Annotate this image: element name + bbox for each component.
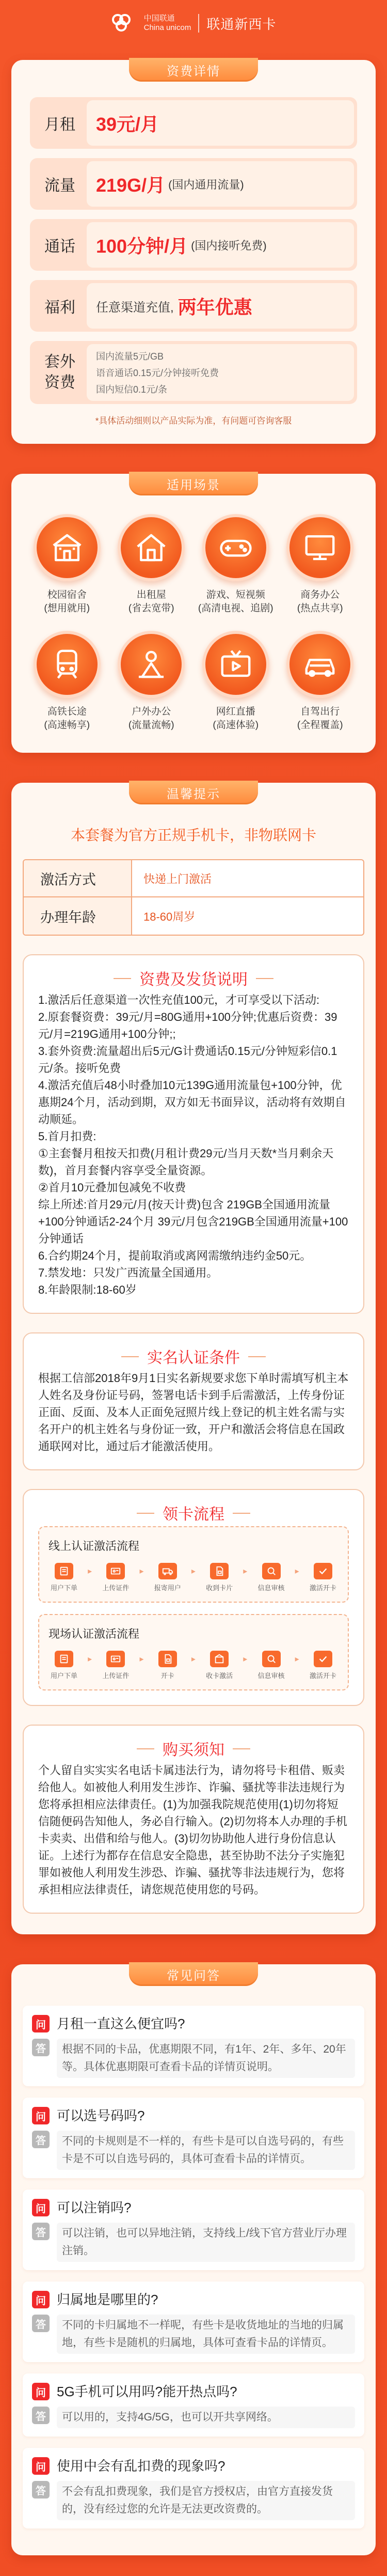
header (0, 0, 387, 46)
rule-item: ①主套餐月租按天扣费(月租计费29元/当月天数*当月剩余天数)，首月套餐内容享受全量资源。 (38, 1147, 334, 1177)
tips-headline: 本套餐为官方正规手机卡，非物联网卡 (70, 827, 316, 843)
review-icon (262, 1651, 281, 1667)
extra-fee-line: 国内流量5元/GB (96, 351, 164, 362)
arrow-icon: ▸ (295, 1655, 299, 1664)
faq-question: 使用中会有乱扣费的现象吗? (57, 2458, 225, 2474)
section-tag-scenes: 适用场景 (129, 472, 258, 495)
rules-list (38, 991, 349, 1298)
brand-en: China unicom (143, 23, 191, 32)
info-table (23, 859, 364, 936)
question-badge: 问 (32, 2107, 50, 2124)
tariff-row-benefit (30, 280, 357, 332)
extra-fee-line: 语音通话0.15元/分钟接听免费 (96, 368, 219, 378)
id-card-icon (106, 1651, 125, 1667)
scene-item: 校园宿舍 (想用就用) (25, 514, 109, 615)
faq-item (23, 2373, 364, 2437)
order-icon (55, 1563, 73, 1579)
faq-item (23, 2190, 364, 2270)
flow-step: 报寄用户 (152, 1563, 183, 1592)
faq-answer: 可以用的，支持4G/5G，也可以开共享网络。 (57, 2407, 355, 2428)
outdoor-icon (118, 631, 185, 698)
flow-step: 收卡激活 (204, 1651, 235, 1680)
tariff-row-label: 套外 资费 (44, 353, 75, 391)
faq-question: 可以选号码吗? (57, 2108, 145, 2123)
rule-item: 综上所述:首月29元/月(按天计费)包含 219GB全国通用流量+100分钟通话2-24个月 39元/月包含219GB全国通用流量+100分钟通话 (38, 1198, 348, 1245)
flow-onsite (38, 1614, 349, 1690)
page-title: 联通新西卡 (206, 16, 277, 32)
arrow-icon: ▸ (139, 1655, 144, 1664)
scene-item: 游戏、短视频 (高清电视、追剧) (194, 514, 278, 615)
flow-step: 上传证件 (100, 1651, 131, 1680)
table-value: 18-60周岁 (143, 910, 196, 923)
answer-badge: 答 (32, 2039, 50, 2056)
faq-answer: 根据不同的卡品，优惠期限不同，有1年、2年、多年、20年等。具体优惠期限可查看卡品的详情页说明。 (57, 2039, 355, 2078)
unicom-knot-icon (111, 13, 139, 34)
train-icon (34, 631, 101, 698)
faq-answer: 不会有乱扣费现象，我们是官方授权店，由官方直接发货的，没有经过您的允许是无法更改资费的。 (57, 2481, 355, 2520)
tariff-row-label: 流量 (44, 177, 75, 194)
faq-question: 月租一直这么便宜吗? (57, 2016, 185, 2031)
faq-item (23, 2006, 364, 2086)
table-value: 快递上门激活 (143, 872, 212, 886)
brand-text (144, 14, 191, 33)
scenes-card (11, 474, 376, 753)
faq-question: 5G手机可以用吗?能开热点吗? (57, 2384, 237, 2399)
question-badge: 问 (32, 2383, 50, 2400)
arrow-icon: ▸ (243, 1567, 248, 1576)
receive-card-icon (210, 1651, 229, 1667)
flow-step: 激活开卡 (308, 1651, 338, 1680)
delivery-icon (158, 1563, 177, 1579)
arrow-icon: ▸ (88, 1655, 92, 1664)
arrow-icon: ▸ (88, 1567, 92, 1576)
rule-item: 8.年龄限制:18-60岁 (38, 1283, 137, 1296)
rule-item: 1.激活后任意渠道一次性充值100元，才可享受以下活动: (38, 994, 320, 1006)
tv-icon (202, 631, 269, 698)
table-key: 激活方式 (24, 860, 132, 896)
table-key: 办理年龄 (24, 897, 132, 935)
faq-question: 可以注销吗? (57, 2200, 132, 2215)
rule-item: ②首月10元叠加包减免不收费 (38, 1181, 186, 1194)
arrow-icon: ▸ (139, 1567, 144, 1576)
tariff-row-label: 月租 (44, 116, 75, 133)
flow-step: 收到卡片 (204, 1563, 235, 1592)
auth-title: 实名认证条件 (132, 1345, 255, 1368)
tariff-data-value: 219G/月 (96, 174, 166, 196)
auth-text: 根据工信部2018年9月1日实名新规要求您下单时需填写机主本人姓名及身份证号码，签署电话卡到手后需激活，上传身份证正面、反面、及本人正面免冠照片线上登记的机主姓名需与实名开户的机主姓名与身份证一致，开户和激活会将信息在国政通联网对比，通过后才能激活使用。 (38, 1372, 349, 1453)
tariff-row-call (30, 219, 357, 271)
faq-answer: 不同的卡规则是不一样的，有些卡是可以自选号码的，有些卡是不可以自选号码的，具体可查看卡品的详情页。 (57, 2131, 355, 2170)
tariff-data-note: (国内通用流量) (168, 178, 244, 191)
faq-answer: 不同的卡归属地不一样呢，有些卡是收货地址的当地的归属地，有些卡是随机的归属地，具体可查看卡品的详情页。 (57, 2315, 355, 2354)
flow-online-title: 线上认证激活流程 (49, 1540, 140, 1553)
notice-text: 个人留自实实实名电话卡属违法行为，请勿将号卡租借、贩卖给他人。如被他人利用发生涉诈、诈骗、骚扰等非法违规行为您将承担相应法律责任。(1)为加强我院规范使用(1)切勿将短信随便码告知他人，务必自行输入。(2)切勿将本人办理的手机卡卖卖、出借和给与他人。(3)切勿协助他人进行身份信息认证。上述行为都存在信息安全隐患，甚至协助不法分子实施犯罪如被他人利用发生涉恐、诈骗、骚扰等非法违规行为，您将承担相应法律责任，请您规范使用您的号码。 (38, 1764, 347, 1896)
scene-item: 自驾出行 (全程覆盖) (278, 631, 363, 732)
arrow-icon: ▸ (191, 1567, 196, 1576)
tariff-call-note: (国内接听免费) (191, 239, 267, 252)
arrow-icon: ▸ (295, 1567, 299, 1576)
gamepad-icon (202, 514, 269, 581)
flow-step: 信息审核 (256, 1651, 287, 1680)
rule-item: 4.激活充值后48小时叠加10元139G通用流量包+100分钟，优惠期24个月，活动到期，双方如无书面异议，活动将有效期自动顺延。 (38, 1079, 346, 1126)
rule-item: 5.首月扣费: (38, 1130, 96, 1143)
rules-title: 资费及发货说明 (124, 967, 263, 989)
flow-step: 用户下单 (49, 1563, 79, 1592)
flow-steps (49, 1563, 338, 1592)
extra-fees (87, 344, 354, 401)
section-tag-tips: 温馨提示 (129, 781, 258, 804)
faq-question: 归属地是哪里的? (57, 2292, 158, 2307)
sim-card-icon (158, 1651, 177, 1667)
order-icon (55, 1651, 73, 1667)
car-icon (286, 631, 353, 698)
notice-block (23, 1725, 364, 1914)
faq-answer: 可以注销，也可以异地注销，支持线上/线下官方营业厅办理注销。 (57, 2223, 355, 2262)
scene-item: 网红直播 (高速体验) (194, 631, 278, 732)
extra-fee-line: 国内短信0.1元/条 (96, 384, 168, 395)
review-icon (262, 1563, 281, 1579)
auth-block (23, 1332, 364, 1470)
rule-item: 6.合约期24个月，提前取消或离网需缴纳违约金50元。 (38, 1249, 312, 1262)
tariff-row-label: 福利 (44, 299, 75, 316)
sim-card-icon (210, 1563, 229, 1579)
table-row (24, 860, 363, 897)
answer-badge: 答 (32, 2223, 50, 2240)
check-icon (314, 1651, 332, 1667)
tariff-call-value: 100分钟/月 (96, 235, 188, 257)
flow-step: 上传证件 (100, 1563, 131, 1592)
tariff-row-rent (30, 97, 357, 149)
header-divider (198, 14, 199, 33)
faq-item (23, 2098, 364, 2178)
house-icon (118, 514, 185, 581)
question-badge: 问 (32, 2015, 50, 2032)
tariff-rent-value: 39元/月 (96, 113, 159, 135)
table-row (24, 897, 363, 935)
question-badge: 问 (32, 2291, 50, 2308)
tips-card (11, 783, 376, 1934)
answer-badge: 答 (32, 2407, 50, 2424)
check-icon (314, 1563, 332, 1579)
flow-step: 激活开卡 (308, 1563, 338, 1592)
faq-item (23, 2282, 364, 2362)
section-tag-tariff: 资费详情 (129, 58, 258, 82)
arrow-icon: ▸ (191, 1655, 196, 1664)
flow-step: 用户下单 (49, 1651, 79, 1680)
brand-logo (111, 13, 191, 34)
rule-item: 7.禁发地：只发广西流量全国通用。 (38, 1266, 218, 1279)
flow-block (23, 1489, 364, 1706)
tariff-row-extra (30, 341, 357, 404)
faq-card (11, 1964, 376, 2555)
section-tag-faq: 常见问答 (129, 1962, 258, 1986)
flow-steps (49, 1651, 338, 1680)
tariff-card (11, 60, 376, 444)
notice-title: 购买须知 (147, 1737, 240, 1760)
flow-onsite-title: 现场认证激活流程 (49, 1627, 140, 1640)
scene-item: 出租屋 (省去宽带) (109, 514, 194, 615)
flow-title: 领卡流程 (147, 1501, 240, 1524)
scene-item: 商务办公 (热点共享) (278, 514, 363, 615)
scene-item: 户外办公 (流量流畅) (109, 631, 194, 732)
answer-badge: 答 (32, 2481, 50, 2499)
tariff-row-label: 通话 (44, 238, 75, 255)
brand-cn: 中国联通 (143, 14, 175, 23)
answer-badge: 答 (32, 2315, 50, 2332)
monitor-icon (286, 514, 353, 581)
arrow-icon: ▸ (243, 1655, 248, 1664)
rules-block (23, 954, 364, 1314)
scene-grid (25, 514, 362, 732)
question-badge: 问 (32, 2199, 50, 2216)
benefit-highlight: 两年优惠 (178, 296, 252, 318)
faq-item (23, 2448, 364, 2528)
rule-item: 2.原套餐资费：39元/月=80G通用+100分钟;优惠后资费：39元/月=219G通用+100分钟;; (38, 1011, 337, 1041)
flow-step: 开卡 (152, 1651, 183, 1680)
flow-online (38, 1526, 349, 1603)
id-card-icon (106, 1563, 125, 1579)
school-icon (34, 514, 101, 581)
benefit-prefix: 任意渠道充值, (96, 300, 174, 315)
question-badge: 问 (32, 2457, 50, 2475)
rule-item: 3.套外资费:流量超出后5元/G计费通话0.15元/分钟短彩信0.1元/条。接听免费 (38, 1045, 337, 1075)
answer-badge: 答 (32, 2131, 50, 2148)
tariff-footnote: *具体活动细则以产品实际为准，有问题可咨询客服 (95, 416, 292, 426)
scene-item: 高铁长途 (高速畅享) (25, 631, 109, 732)
flow-step: 信息审核 (256, 1563, 287, 1592)
tariff-row-data (30, 158, 357, 210)
